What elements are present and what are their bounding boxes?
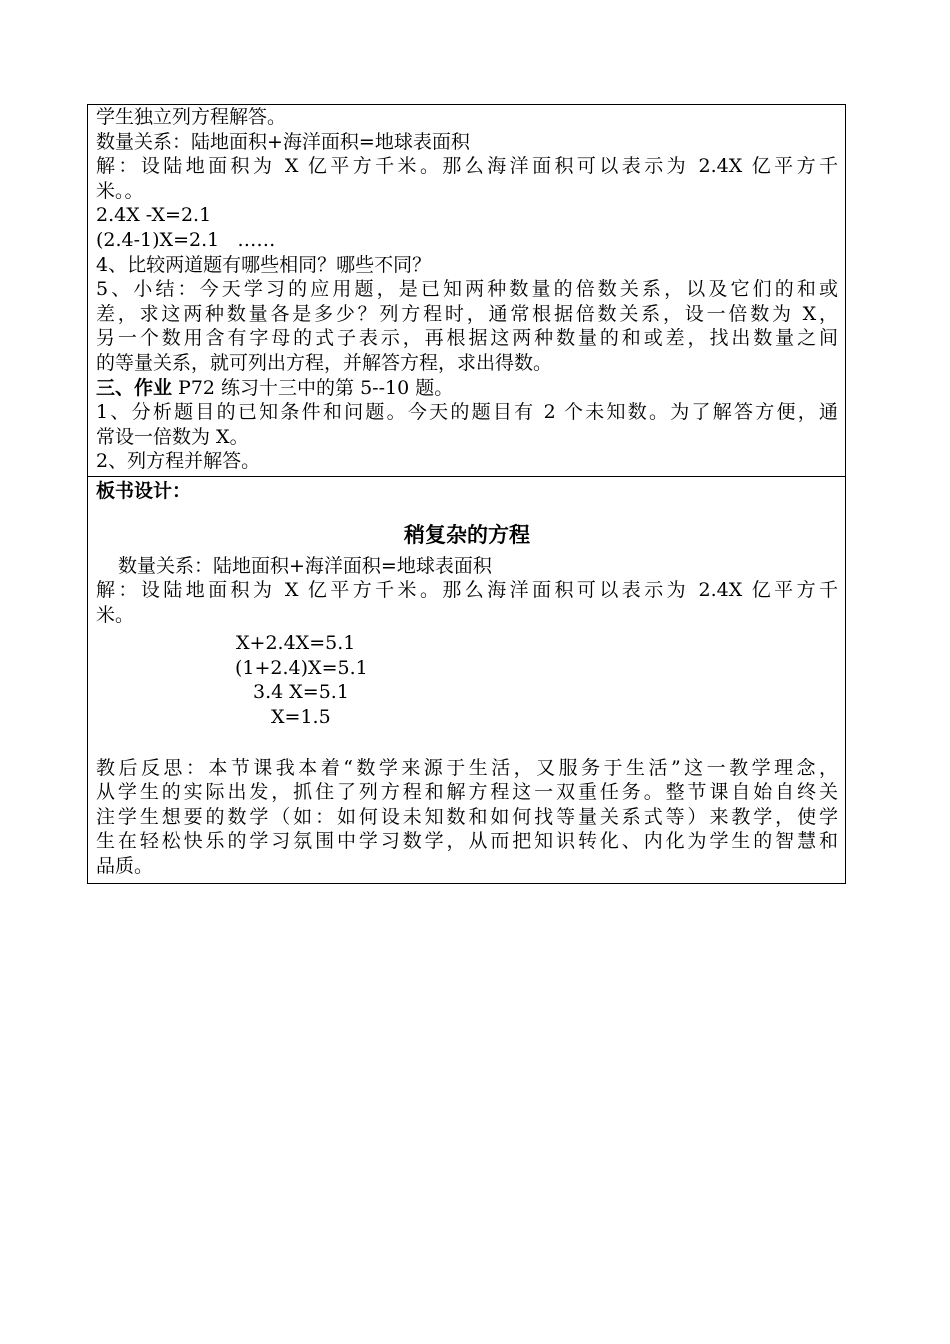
equation-line: (2.4-1)X=2.1 …… bbox=[96, 228, 276, 251]
text-line: 4、比较两道题有哪些相同？哪些不同？ bbox=[96, 253, 432, 276]
text-line: 5、小结：今天学习的应用题，是已知两种数量的倍数关系，以及它们的和或 bbox=[96, 278, 838, 301]
text-line: 数量关系：陆地面积+海洋面积=地球表面积 bbox=[96, 130, 470, 153]
text-line: 另一个数用含有字母的式子表示，再根据这两种数量的和或差，找出数量之间 bbox=[96, 327, 838, 350]
text-line: 常设一倍数为 X。 bbox=[96, 425, 249, 448]
equation-line: 3.4 X=5.1 bbox=[253, 681, 349, 704]
board-title: 稍复杂的方程 bbox=[404, 522, 530, 547]
text-line: 差，求这两种数量各是多少？列方程时，通常根据倍数关系，设一倍数为 X， bbox=[96, 302, 838, 325]
reflection-line: 品质。 bbox=[96, 855, 154, 878]
homework-line bbox=[96, 376, 838, 401]
lesson-process-cell bbox=[88, 105, 845, 477]
reflection-line: 从学生的实际出发，抓住了列方程和解方程这一双重任务。整节课自始自终关 bbox=[96, 781, 838, 804]
board-design-cell bbox=[88, 477, 845, 883]
text-line: 2、列方程并解答。 bbox=[96, 450, 261, 473]
text-line: 解：设陆地面积为 X 亿平方千米。那么海洋面积可以表示为 2.4X 亿平方千 bbox=[96, 155, 838, 178]
reflection-line: 教后反思：本节课我本着“数学来源于生活，又服务于生活”这一教学理念， bbox=[96, 756, 838, 779]
blank-line bbox=[96, 730, 838, 756]
text-line: 学生独立列方程解答。 bbox=[96, 106, 287, 128]
relation-line: 数量关系：陆地面积+海洋面积=地球表面积 bbox=[118, 554, 492, 577]
equation-line: X=1.5 bbox=[271, 706, 331, 729]
text-line: 米。。 bbox=[96, 179, 144, 202]
reflection-line: 生在轻松快乐的学习氛围中学习数学，从而把知识转化、内化为学生的智慧和 bbox=[96, 830, 838, 853]
equation-line: (1+2.4)X=5.1 bbox=[235, 656, 368, 679]
equation-line: X+2.4X=5.1 bbox=[236, 632, 356, 655]
lesson-table bbox=[87, 104, 846, 884]
homework-text: P72 练习十三中的第 5--10 题。 bbox=[172, 376, 454, 399]
reflection-line: 注学生想要的数学（如：如何设未知数和如何找等量关系式等）来教学，使学 bbox=[96, 805, 838, 828]
solution-line: 解：设陆地面积为 X 亿平方千米。那么海洋面积可以表示为 2.4X 亿平方千 bbox=[96, 579, 838, 602]
solution-line: 米。 bbox=[96, 603, 135, 626]
board-design-label: 板书设计： bbox=[96, 479, 192, 502]
homework-heading: 三、作业 bbox=[96, 376, 173, 399]
equation-line: 2.4X -X=2.1 bbox=[96, 204, 212, 227]
text-line: 1、分析题目的已知条件和问题。今天的题目有 2 个未知数。为了解答方便，通 bbox=[96, 401, 838, 424]
text-line: 的等量关系，就可列出方程，并解答方程，求出得数。 bbox=[96, 351, 553, 374]
